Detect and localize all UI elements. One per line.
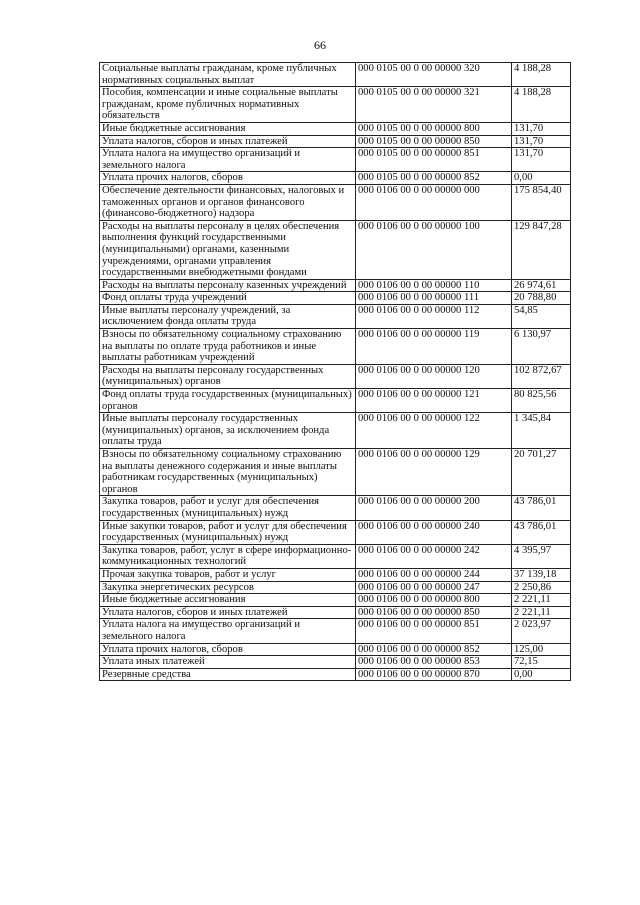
budget-code-cell: 000 0106 00 0 00 00000 852 (356, 643, 512, 656)
table-row (100, 184, 571, 220)
row-name-cell: Взносы по обязательному социальному страхованию на выплаты денежного содержания и иные выплаты работникам государственных (муниципальных) органов (100, 449, 356, 496)
row-name-cell: Пособия, компенсации и иные социальные выплаты гражданам, кроме публичных нормативных обязательств (100, 87, 356, 123)
row-name-cell: Резервные средства (100, 668, 356, 681)
row-name-cell: Иные бюджетные ассигнования (100, 122, 356, 135)
budget-code-cell: 000 0106 00 0 00 00000 800 (356, 594, 512, 607)
table-row (100, 496, 571, 520)
budget-code-cell: 000 0106 00 0 00 00000 100 (356, 220, 512, 279)
table-row (100, 279, 571, 292)
table-row (100, 135, 571, 148)
row-name-cell: Уплата налогов, сборов и иных платежей (100, 135, 356, 148)
row-name-cell: Расходы на выплаты персоналу в целях обеспечения выполнения функций государственными (муниципальными) органами, казенными учреждениями, органами управления государственными внебюджетными фондами (100, 220, 356, 279)
budget-code-cell: 000 0106 00 0 00 00000 112 (356, 304, 512, 328)
table-row (100, 619, 571, 643)
amount-cell: 2 221,11 (512, 606, 571, 619)
table-row (100, 364, 571, 388)
row-name-cell: Уплата прочих налогов, сборов (100, 643, 356, 656)
budget-code-cell: 000 0105 00 0 00 00000 851 (356, 148, 512, 172)
table-row (100, 292, 571, 305)
budget-code-cell: 000 0106 00 0 00 00000 122 (356, 413, 512, 449)
amount-cell: 1 345,84 (512, 413, 571, 449)
amount-cell: 125,00 (512, 643, 571, 656)
amount-cell: 26 974,61 (512, 279, 571, 292)
amount-cell: 4 188,28 (512, 87, 571, 123)
row-name-cell: Прочая закупка товаров, работ и услуг (100, 568, 356, 581)
budget-code-cell: 000 0106 00 0 00 00000 242 (356, 544, 512, 568)
row-name-cell: Закупка товаров, работ и услуг для обеспечения государственных (муниципальных) нужд (100, 496, 356, 520)
budget-table-body (100, 63, 571, 681)
budget-code-cell: 000 0106 00 0 00 00000 120 (356, 364, 512, 388)
table-row (100, 568, 571, 581)
amount-cell: 131,70 (512, 122, 571, 135)
row-name-cell: Иные закупки товаров, работ и услуг для обеспечения государственных (муниципальных) нужд (100, 520, 356, 544)
amount-cell: 102 872,67 (512, 364, 571, 388)
row-name-cell: Иные бюджетные ассигнования (100, 594, 356, 607)
amount-cell: 0,00 (512, 172, 571, 185)
budget-code-cell: 000 0106 00 0 00 00000 240 (356, 520, 512, 544)
row-name-cell: Взносы по обязательному социальному страхованию на выплаты по оплате труда работников и иные выплаты работникам учреждений (100, 329, 356, 365)
table-row (100, 87, 571, 123)
table-row (100, 520, 571, 544)
row-name-cell: Иные выплаты персоналу государственных (муниципальных) органов, за исключением фонда оплаты труда (100, 413, 356, 449)
amount-cell: 4 395,97 (512, 544, 571, 568)
amount-cell: 43 786,01 (512, 496, 571, 520)
budget-code-cell: 000 0106 00 0 00 00000 851 (356, 619, 512, 643)
table-row (100, 413, 571, 449)
amount-cell: 20 788,80 (512, 292, 571, 305)
amount-cell: 4 188,28 (512, 63, 571, 87)
amount-cell: 20 701,27 (512, 449, 571, 496)
amount-cell: 80 825,56 (512, 389, 571, 413)
budget-code-cell: 000 0106 00 0 00 00000 111 (356, 292, 512, 305)
budget-code-cell: 000 0106 00 0 00 00000 200 (356, 496, 512, 520)
table-row (100, 581, 571, 594)
row-name-cell: Фонд оплаты труда учреждений (100, 292, 356, 305)
budget-code-cell: 000 0106 00 0 00 00000 850 (356, 606, 512, 619)
budget-code-cell: 000 0106 00 0 00 00000 853 (356, 656, 512, 669)
row-name-cell: Фонд оплаты труда государственных (муниципальных) органов (100, 389, 356, 413)
table-row (100, 172, 571, 185)
amount-cell: 43 786,01 (512, 520, 571, 544)
row-name-cell: Уплата налога на имущество организаций и земельного налога (100, 619, 356, 643)
row-name-cell: Иные выплаты персоналу учреждений, за исключением фонда оплаты труда (100, 304, 356, 328)
table-row (100, 389, 571, 413)
table-row (100, 304, 571, 328)
amount-cell: 0,00 (512, 668, 571, 681)
amount-cell: 2 221,11 (512, 594, 571, 607)
row-name-cell: Уплата прочих налогов, сборов (100, 172, 356, 185)
budget-code-cell: 000 0106 00 0 00 00000 000 (356, 184, 512, 220)
budget-table (99, 62, 571, 681)
budget-code-cell: 000 0106 00 0 00 00000 244 (356, 568, 512, 581)
table-row (100, 148, 571, 172)
budget-code-cell: 000 0105 00 0 00 00000 321 (356, 87, 512, 123)
table-row (100, 656, 571, 669)
row-name-cell: Уплата налогов, сборов и иных платежей (100, 606, 356, 619)
page-number: 66 (314, 38, 326, 52)
table-row (100, 122, 571, 135)
row-name-cell: Уплата налога на имущество организаций и земельного налога (100, 148, 356, 172)
amount-cell: 175 854,40 (512, 184, 571, 220)
budget-code-cell: 000 0106 00 0 00 00000 247 (356, 581, 512, 594)
table-row (100, 606, 571, 619)
row-name-cell: Обеспечение деятельности финансовых, налоговых и таможенных органов и органов финансового (финансово-бюджетного) надзора (100, 184, 356, 220)
amount-cell: 129 847,28 (512, 220, 571, 279)
table-row (100, 329, 571, 365)
budget-code-cell: 000 0106 00 0 00 00000 121 (356, 389, 512, 413)
table-row (100, 668, 571, 681)
amount-cell: 131,70 (512, 148, 571, 172)
budget-code-cell: 000 0106 00 0 00 00000 119 (356, 329, 512, 365)
budget-code-cell: 000 0105 00 0 00 00000 852 (356, 172, 512, 185)
budget-code-cell: 000 0105 00 0 00 00000 800 (356, 122, 512, 135)
row-name-cell: Закупка товаров, работ, услуг в сфере информационно-коммуникационных технологий (100, 544, 356, 568)
amount-cell: 54,85 (512, 304, 571, 328)
amount-cell: 37 139,18 (512, 568, 571, 581)
table-row (100, 63, 571, 87)
table-row (100, 220, 571, 279)
amount-cell: 2 023,97 (512, 619, 571, 643)
row-name-cell: Закупка энергетических ресурсов (100, 581, 356, 594)
row-name-cell: Расходы на выплаты персоналу казенных учреждений (100, 279, 356, 292)
budget-code-cell: 000 0105 00 0 00 00000 850 (356, 135, 512, 148)
row-name-cell: Расходы на выплаты персоналу государственных (муниципальных) органов (100, 364, 356, 388)
budget-code-cell: 000 0105 00 0 00 00000 320 (356, 63, 512, 87)
budget-code-cell: 000 0106 00 0 00 00000 129 (356, 449, 512, 496)
budget-code-cell: 000 0106 00 0 00 00000 110 (356, 279, 512, 292)
table-row (100, 594, 571, 607)
table-row (100, 449, 571, 496)
row-name-cell: Социальные выплаты гражданам, кроме публичных нормативных социальных выплат (100, 63, 356, 87)
amount-cell: 2 250,86 (512, 581, 571, 594)
row-name-cell: Уплата иных платежей (100, 656, 356, 669)
amount-cell: 72,15 (512, 656, 571, 669)
budget-code-cell: 000 0106 00 0 00 00000 870 (356, 668, 512, 681)
table-row (100, 643, 571, 656)
amount-cell: 131,70 (512, 135, 571, 148)
amount-cell: 6 130,97 (512, 329, 571, 365)
table-row (100, 544, 571, 568)
